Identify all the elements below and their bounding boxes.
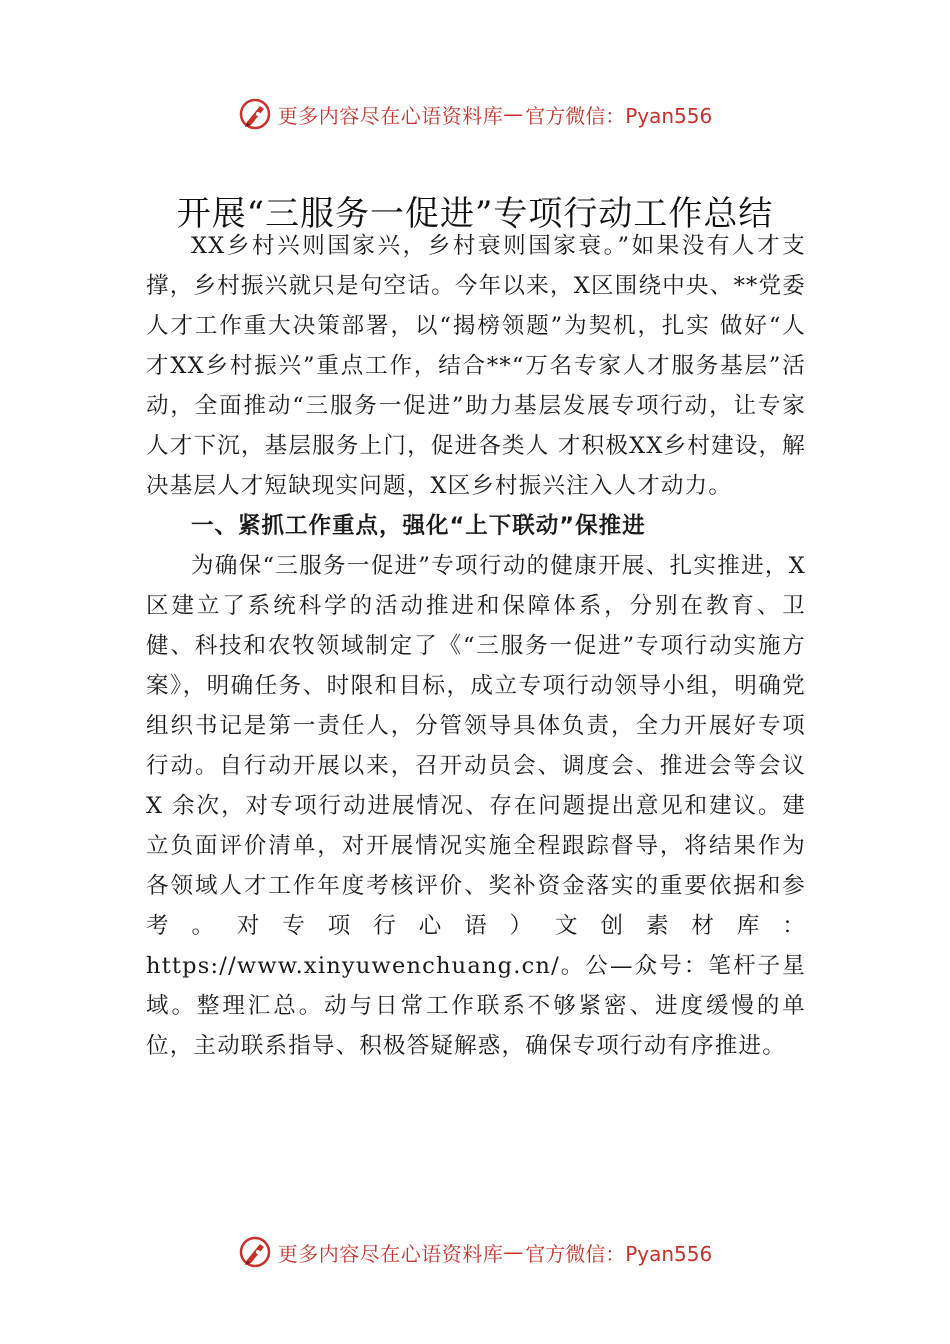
pen-logo-icon (238, 97, 272, 131)
banner-wechat: 官方微信：Pyan556 (525, 1241, 713, 1266)
banner-text: 更多内容尽在心语资料库 (277, 1241, 504, 1266)
footer-watermark-banner (0, 1232, 950, 1272)
banner-separator: — (503, 1240, 524, 1264)
banner-separator: — (503, 102, 524, 126)
document-body (146, 226, 806, 1066)
banner-text: 更多内容尽在心语资料库 (277, 103, 504, 128)
banner-wechat: 官方微信：Pyan556 (525, 103, 713, 128)
section-heading: 一、紧抓工作重点，强化“上下联动”保推进 (191, 513, 646, 539)
document-title: 开展“三服务一促进”专项行动工作总结 (176, 194, 774, 234)
body-paragraph: XX乡村兴则国家兴，乡村衰则国家衰。”如果没有人才支撑，乡村振兴就只是句空话。今年以来，X区围绕中央、**党委人才工作重大决策部署，以“揭榜领题”为契机，扎实 做好“人才XX乡村振兴”重点工作，结合**“万名专家人才服务基层”活动，全面推动“三服务一促进”助力基层发展专项行动，让专家人才下沉，基层服务上门，促进各类人 才积极XX乡村建设，解决基层人才短缺现实问题，X区乡村振兴注入人才动力。 (146, 233, 806, 499)
pen-logo-icon (238, 1235, 272, 1269)
body-paragraph: 为确保“三服务一促进”专项行动的健康开展、扎实推进，X区建立了系统科学的活动推进和保障体系，分别在教育、卫健、科技和农牧领域制定了《“三服务一促进”专项行动实施方案》，明确任务、时限和目标，成立专项行动领导小组，明确党组织书记是第一责任人，分管领导具体负责，全力开展好专项行动。自行动开展以来，召开动员会、调度会、推进会等会议 X 余次，对专项行动进展情况、存在问题提出意见和建议。建立负面评价清单，对开展情况实施全程跟踪督导，将结果作为各领域人才工作年度考核评价、奖补资金落实的重要依据和参考。对专项行心语）文创素材库：https://www.xinyuwenchuang.cn/。公—众号：笔杆子星域。整理汇总。动与日常工作联系不够紧密、进度缓慢的单位，主动联系指导、积极答疑解惑，确保专项行动有序推进。 (146, 553, 806, 1059)
header-watermark-banner (0, 94, 950, 134)
